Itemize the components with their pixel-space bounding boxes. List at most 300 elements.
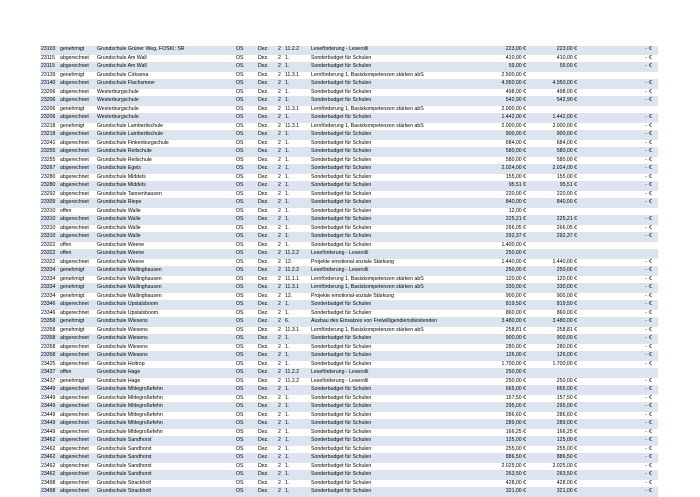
difference-cell: -: [578, 88, 648, 97]
approved-amount-cell: 684,00 €: [480, 139, 527, 148]
row-id-cell: 23462: [40, 462, 59, 471]
type-cell: OS: [235, 216, 257, 225]
measure-cell: Sonderbudget für Schulen: [310, 352, 480, 361]
month-cell: Dez.: [257, 122, 277, 131]
type-cell: OS: [235, 182, 257, 191]
month-cell: Dez.: [257, 105, 277, 114]
status-cell: genehmigt: [59, 377, 96, 386]
settled-amount-cell: 410,00 €: [527, 54, 578, 63]
code-cell: 1.: [284, 488, 310, 497]
code-cell: 1.: [284, 199, 310, 208]
row-id-cell: 23358: [40, 318, 59, 327]
code-cell: 1.: [284, 216, 310, 225]
measure-cell: Sonderbudget für Schulen: [310, 241, 480, 250]
row-id-cell: 23115: [40, 63, 59, 72]
type-cell: OS: [235, 360, 257, 369]
measure-cell: Sonderbudget für Schulen: [310, 437, 480, 446]
table-row: [40, 352, 658, 361]
row-id-cell: 23462: [40, 454, 59, 463]
table-row: [40, 309, 658, 318]
status-cell: abgerechnet: [59, 394, 96, 403]
difference-cell: -: [578, 233, 648, 242]
table-row: [40, 207, 658, 216]
approved-amount-cell: 321,00 €: [480, 488, 527, 497]
type-cell: OS: [235, 394, 257, 403]
measure-cell: Sonderbudget für Schulen: [310, 54, 480, 63]
measure-cell: Projekte emotional-soziale Stärkung: [310, 292, 480, 301]
approved-amount-cell: 250,00 €: [480, 369, 527, 378]
currency-cell: €: [648, 122, 658, 131]
school-cell: Grundschule Walle: [96, 207, 235, 216]
table-row: [40, 233, 658, 242]
status-cell: abgerechnet: [59, 386, 96, 395]
school-cell: Grundschule Wallinghausen: [96, 275, 235, 284]
row-id-cell: 23292: [40, 190, 59, 199]
approved-amount-cell: 580,00 €: [480, 148, 527, 157]
settled-amount-cell: 223,00 €: [527, 46, 578, 54]
type-cell: OS: [235, 224, 257, 233]
school-cell: Grundschule Am Wall: [96, 54, 235, 63]
row-id-cell: 23280: [40, 173, 59, 182]
approved-amount-cell: 2.024,00 €: [480, 165, 527, 174]
approved-amount-cell: 1.400,00 €: [480, 241, 527, 250]
status-cell: genehmigt: [59, 318, 96, 327]
month-cell: Dez.: [257, 182, 277, 191]
table-row: [40, 377, 658, 386]
number-cell: 2: [277, 301, 284, 310]
month-cell: Dez.: [257, 403, 277, 412]
number-cell: 2: [277, 46, 284, 54]
month-cell: Dez.: [257, 114, 277, 123]
status-cell: abgerechnet: [59, 462, 96, 471]
row-id-cell: 23322: [40, 241, 59, 250]
type-cell: OS: [235, 411, 257, 420]
type-cell: OS: [235, 428, 257, 437]
measure-cell: Sonderbudget für Schulen: [310, 403, 480, 412]
settled-amount-cell: 120,00 €: [527, 275, 578, 284]
difference-cell: -: [578, 182, 648, 191]
measure-cell: Lernförderung 1, Basiskompetenzen stärken abS: [310, 71, 480, 80]
difference-cell: -: [578, 326, 648, 335]
number-cell: 2: [277, 165, 284, 174]
settled-amount-cell: 3.480,00 €: [527, 318, 578, 327]
currency-cell: €: [648, 335, 658, 344]
currency-cell: €: [648, 258, 658, 267]
number-cell: 2: [277, 428, 284, 437]
table-row: [40, 46, 658, 54]
settled-amount-cell: 2.024,00 €: [527, 165, 578, 174]
month-cell: Dez.: [257, 63, 277, 72]
row-id-cell: 23206: [40, 114, 59, 123]
code-cell: 1.: [284, 139, 310, 148]
settled-amount-cell: 286,60 €: [527, 411, 578, 420]
table-row: [40, 403, 658, 412]
settled-amount-cell: 292,37 €: [527, 233, 578, 242]
approved-amount-cell: 3.480,00 €: [480, 318, 527, 327]
school-cell: Grundschule Lambertischule: [96, 131, 235, 140]
row-id-cell: 23267: [40, 165, 59, 174]
school-cell: Grundschule Walle: [96, 233, 235, 242]
row-id-cell: 23310: [40, 224, 59, 233]
code-cell: 11.2.2: [284, 267, 310, 276]
table-row: [40, 190, 658, 199]
table-row: [40, 301, 658, 310]
table-row: [40, 131, 658, 140]
row-id-cell: 23462: [40, 471, 59, 480]
approved-amount-cell: 900,00 €: [480, 292, 527, 301]
settled-amount-cell: 900,00 €: [527, 131, 578, 140]
type-cell: OS: [235, 233, 257, 242]
status-cell: abgerechnet: [59, 190, 96, 199]
row-id-cell: 23322: [40, 250, 59, 259]
table-row: [40, 326, 658, 335]
school-cell: Grundschule Wiesens: [96, 335, 235, 344]
approved-amount-cell: 125,00 €: [480, 437, 527, 446]
row-id-cell: 23346: [40, 301, 59, 310]
status-cell: abgerechnet: [59, 182, 96, 191]
month-cell: Dez.: [257, 369, 277, 378]
number-cell: 2: [277, 377, 284, 386]
difference-cell: -: [578, 454, 648, 463]
type-cell: OS: [235, 377, 257, 386]
school-cell: Grundschule Reilschule: [96, 156, 235, 165]
number-cell: 2: [277, 454, 284, 463]
type-cell: OS: [235, 173, 257, 182]
code-cell: 1.: [284, 454, 310, 463]
month-cell: Dez.: [257, 139, 277, 148]
number-cell: 2: [277, 97, 284, 106]
number-cell: 2: [277, 190, 284, 199]
approved-amount-cell: 886,50 €: [480, 454, 527, 463]
settled-amount-cell: 280,00 €: [527, 343, 578, 352]
status-cell: abgerechnet: [59, 445, 96, 454]
approved-amount-cell: 250,00 €: [480, 267, 527, 276]
school-cell: Grundschule Flachsmeer: [96, 80, 235, 89]
currency-cell: €: [648, 411, 658, 420]
table-row: [40, 173, 658, 182]
month-cell: Dez.: [257, 309, 277, 318]
row-id-cell: 23255: [40, 148, 59, 157]
settled-amount-cell: 59,00 €: [527, 63, 578, 72]
school-cell: Grundschule Sandhorst: [96, 462, 235, 471]
currency-cell: €: [648, 437, 658, 446]
settled-amount-cell: [527, 369, 578, 378]
settled-amount-cell: 428,00 €: [527, 479, 578, 488]
status-cell: abgerechnet: [59, 309, 96, 318]
month-cell: Dez.: [257, 258, 277, 267]
difference-cell: -: [578, 437, 648, 446]
type-cell: OS: [235, 97, 257, 106]
settled-amount-cell: [527, 241, 578, 250]
type-cell: OS: [235, 190, 257, 199]
approved-amount-cell: 120,00 €: [480, 275, 527, 284]
month-cell: Dez.: [257, 131, 277, 140]
type-cell: OS: [235, 156, 257, 165]
table-row: [40, 156, 658, 165]
table-row: [40, 63, 658, 72]
status-cell: abgerechnet: [59, 471, 96, 480]
school-cell: Grundschule Reilschule: [96, 148, 235, 157]
approved-amount-cell: 280,00 €: [480, 343, 527, 352]
month-cell: Dez.: [257, 284, 277, 293]
status-cell: abgerechnet: [59, 114, 96, 123]
month-cell: Dez.: [257, 462, 277, 471]
table-row: [40, 199, 658, 208]
code-cell: 1.: [284, 386, 310, 395]
approved-amount-cell: 2.000,00 €: [480, 122, 527, 131]
status-cell: genehmigt: [59, 46, 96, 54]
table-row: [40, 386, 658, 395]
status-cell: abgerechnet: [59, 335, 96, 344]
currency-cell: €: [648, 275, 658, 284]
approved-amount-cell: 542,90 €: [480, 97, 527, 106]
row-id-cell: 23498: [40, 488, 59, 497]
currency-cell: €: [648, 182, 658, 191]
school-cell: Grundschule Strackholt: [96, 488, 235, 497]
code-cell: 1.: [284, 97, 310, 106]
school-cell: Grundschule Wiesens: [96, 318, 235, 327]
settled-amount-cell: 125,00 €: [527, 437, 578, 446]
table-row: [40, 165, 658, 174]
code-cell: 1.: [284, 241, 310, 250]
month-cell: Dez.: [257, 275, 277, 284]
row-id-cell: 23449: [40, 411, 59, 420]
code-cell: 1.: [284, 131, 310, 140]
school-cell: Grundschule Sandhorst: [96, 471, 235, 480]
measure-cell: Sonderbudget für Schulen: [310, 301, 480, 310]
measure-cell: Sonderbudget für Schulen: [310, 173, 480, 182]
row-id-cell: 23206: [40, 88, 59, 97]
school-cell: Grundschule Sandhorst: [96, 454, 235, 463]
number-cell: 2: [277, 267, 284, 276]
month-cell: Dez.: [257, 148, 277, 157]
type-cell: OS: [235, 488, 257, 497]
month-cell: Dez.: [257, 352, 277, 361]
number-cell: 2: [277, 318, 284, 327]
currency-cell: [648, 241, 658, 250]
currency-cell: €: [648, 352, 658, 361]
table-row: [40, 454, 658, 463]
difference-cell: -: [578, 394, 648, 403]
approved-amount-cell: 223,00 €: [480, 46, 527, 54]
number-cell: 2: [277, 275, 284, 284]
measure-cell: Ausbau des Einsatzes von Freiwilligendienstleistenden: [310, 318, 480, 327]
status-cell: abgerechnet: [59, 403, 96, 412]
settled-amount-cell: 295,00 €: [527, 403, 578, 412]
table-row: [40, 394, 658, 403]
type-cell: OS: [235, 165, 257, 174]
settled-amount-cell: 819,50 €: [527, 301, 578, 310]
difference-cell: [578, 71, 648, 80]
settled-amount-cell: 258,81 €: [527, 326, 578, 335]
settled-amount-cell: 250,00 €: [527, 377, 578, 386]
code-cell: 1.: [284, 360, 310, 369]
status-cell: abgerechnet: [59, 88, 96, 97]
row-id-cell: 23310: [40, 233, 59, 242]
month-cell: Dez.: [257, 377, 277, 386]
type-cell: OS: [235, 199, 257, 208]
measure-cell: Sonderbudget für Schulen: [310, 445, 480, 454]
approved-amount-cell: 2.500,00 €: [480, 71, 527, 80]
settled-amount-cell: 157,50 €: [527, 394, 578, 403]
settled-amount-cell: 2.000,00 €: [527, 122, 578, 131]
school-cell: Grundschule Wiesens: [96, 352, 235, 361]
status-cell: abgerechnet: [59, 199, 96, 208]
code-cell: 1.: [284, 462, 310, 471]
table-row: [40, 292, 658, 301]
number-cell: 2: [277, 173, 284, 182]
school-cell: Grundschule Sandhorst: [96, 445, 235, 454]
approved-amount-cell: 900,00 €: [480, 335, 527, 344]
settled-amount-cell: 665,00 €: [527, 386, 578, 395]
school-cell: Grundschule Finkenburgschule: [96, 139, 235, 148]
type-cell: OS: [235, 462, 257, 471]
type-cell: OS: [235, 343, 257, 352]
approved-amount-cell: 255,00 €: [480, 445, 527, 454]
school-cell: Grundschule Upstalsboom: [96, 301, 235, 310]
month-cell: Dez.: [257, 445, 277, 454]
code-cell: 1.: [284, 479, 310, 488]
difference-cell: -: [578, 267, 648, 276]
settled-amount-cell: 684,00 €: [527, 139, 578, 148]
number-cell: 2: [277, 360, 284, 369]
currency-cell: €: [648, 148, 658, 157]
table-row: [40, 80, 658, 89]
currency-cell: €: [648, 318, 658, 327]
settled-amount-cell: 220,00 €: [527, 190, 578, 199]
row-id-cell: 23462: [40, 437, 59, 446]
currency-cell: €: [648, 360, 658, 369]
approved-amount-cell: 95,51 €: [480, 182, 527, 191]
measure-cell: Sonderbudget für Schulen: [310, 190, 480, 199]
approved-amount-cell: 665,00 €: [480, 386, 527, 395]
school-cell: Grundschule Holtrop: [96, 360, 235, 369]
month-cell: Dez.: [257, 241, 277, 250]
row-id-cell: 23358: [40, 352, 59, 361]
type-cell: OS: [235, 445, 257, 454]
status-cell: abgerechnet: [59, 233, 96, 242]
month-cell: Dez.: [257, 165, 277, 174]
type-cell: OS: [235, 454, 257, 463]
school-cell: Grundschule Mittegroßefehn: [96, 428, 235, 437]
approved-amount-cell: 1.440,00 €: [480, 258, 527, 267]
status-cell: abgerechnet: [59, 488, 96, 497]
approved-amount-cell: 860,00 €: [480, 309, 527, 318]
row-id-cell: 23310: [40, 207, 59, 216]
measure-cell: Projekte emotional-soziale Stärkung: [310, 258, 480, 267]
number-cell: 2: [277, 437, 284, 446]
settled-amount-cell: 580,00 €: [527, 156, 578, 165]
code-cell: 1.: [284, 148, 310, 157]
type-cell: OS: [235, 105, 257, 114]
currency-cell: €: [648, 428, 658, 437]
row-id-cell: 23346: [40, 309, 59, 318]
difference-cell: -: [578, 224, 648, 233]
code-cell: 11.3.1: [284, 122, 310, 131]
currency-cell: €: [648, 156, 658, 165]
currency-cell: €: [648, 46, 658, 54]
school-cell: Grundschule Grüner Weg, FÖSKI: SR: [96, 46, 235, 54]
status-cell: abgerechnet: [59, 80, 96, 89]
measure-cell: Leseförderung - Leserolli: [310, 250, 480, 259]
number-cell: 2: [277, 114, 284, 123]
measure-cell: Sonderbudget für Schulen: [310, 454, 480, 463]
approved-amount-cell: 289,00 €: [480, 420, 527, 429]
table-row: [40, 343, 658, 352]
code-cell: 1.: [284, 54, 310, 63]
status-cell: abgerechnet: [59, 63, 96, 72]
settled-amount-cell: 860,00 €: [527, 309, 578, 318]
table-row: [40, 284, 658, 293]
status-cell: abgerechnet: [59, 156, 96, 165]
settled-amount-cell: 126,00 €: [527, 352, 578, 361]
school-cell: Grundschule Mittegroßefehn: [96, 386, 235, 395]
currency-cell: €: [648, 377, 658, 386]
approved-amount-cell: 258,81 €: [480, 326, 527, 335]
number-cell: 2: [277, 148, 284, 157]
status-cell: abgerechnet: [59, 54, 96, 63]
difference-cell: -: [578, 114, 648, 123]
row-id-cell: 23449: [40, 403, 59, 412]
type-cell: OS: [235, 54, 257, 63]
difference-cell: -: [578, 318, 648, 327]
number-cell: 2: [277, 284, 284, 293]
type-cell: OS: [235, 71, 257, 80]
measure-cell: Sonderbudget für Schulen: [310, 199, 480, 208]
code-cell: 11.2.2: [284, 46, 310, 54]
status-cell: offen: [59, 207, 96, 216]
difference-cell: -: [578, 309, 648, 318]
table-row: [40, 139, 658, 148]
school-cell: Grundschule Weene: [96, 250, 235, 259]
difference-cell: -: [578, 471, 648, 480]
type-cell: OS: [235, 471, 257, 480]
table-row: [40, 335, 658, 344]
type-cell: OS: [235, 241, 257, 250]
type-cell: OS: [235, 88, 257, 97]
status-cell: abgerechnet: [59, 360, 96, 369]
approved-amount-cell: 250,00 €: [480, 377, 527, 386]
number-cell: 2: [277, 233, 284, 242]
row-id-cell: 23322: [40, 258, 59, 267]
status-cell: abgerechnet: [59, 301, 96, 310]
code-cell: 11.2.2: [284, 369, 310, 378]
measure-cell: Lernförderung 1, Basiskompetenzen stärken abS: [310, 105, 480, 114]
currency-cell: €: [648, 479, 658, 488]
table-row: [40, 428, 658, 437]
table-row: [40, 71, 658, 80]
school-cell: Grundschule Weene: [96, 241, 235, 250]
currency-cell: [648, 250, 658, 259]
table-row: [40, 360, 658, 369]
type-cell: OS: [235, 437, 257, 446]
measure-cell: Sonderbudget für Schulen: [310, 360, 480, 369]
month-cell: Dez.: [257, 173, 277, 182]
currency-cell: €: [648, 267, 658, 276]
difference-cell: -: [578, 139, 648, 148]
row-id-cell: 23334: [40, 267, 59, 276]
school-cell: Grundschule Walle: [96, 224, 235, 233]
code-cell: 1.: [284, 301, 310, 310]
code-cell: 1.: [284, 335, 310, 344]
difference-cell: -: [578, 80, 648, 89]
table-row: [40, 411, 658, 420]
code-cell: 11.3.1: [284, 71, 310, 80]
code-cell: 11.3.1: [284, 326, 310, 335]
status-cell: abgerechnet: [59, 258, 96, 267]
type-cell: OS: [235, 114, 257, 123]
type-cell: OS: [235, 301, 257, 310]
